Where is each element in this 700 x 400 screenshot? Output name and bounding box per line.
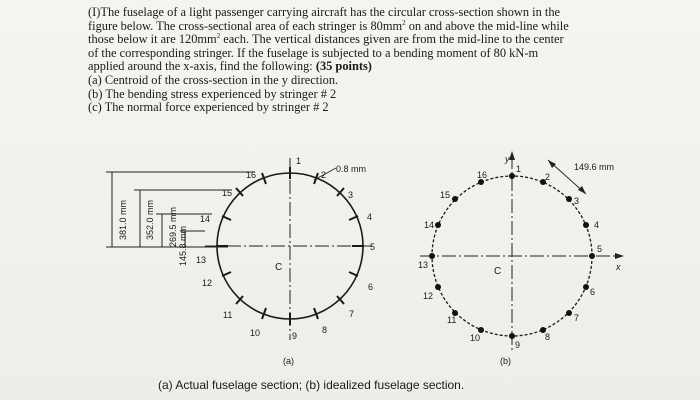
stringer-b-4: 4 [594,220,600,230]
problem-line-1: (I)The fuselage of a light passenger carrying aircraft has the circular cross-section shown in the [88,5,561,19]
problem-line-2: figure below. The cross-sectional area of each stringer is $80mm^2$ on and above the mid-line while [88,18,569,33]
dimension-269-label: 269.5 mm [168,206,178,247]
stringer-a-10: 10 [250,328,261,338]
question-a: (a) Centroid of the cross-section in the y direction. [88,72,339,87]
y-axis-label: y [505,154,510,164]
stringer-a-6: 6 [368,282,374,292]
stringer-b-15: 15 [440,190,451,200]
stringer-a-2: 2 [321,170,327,180]
stringer-a-11: 11 [223,310,233,320]
figure-b [418,151,624,350]
stringer-a-3: 3 [348,190,354,200]
stringer-a-7: 7 [349,309,355,319]
stringer-b-8: 8 [545,332,551,342]
stringer-a-4: 4 [367,212,373,222]
problem-line-5: applied around the x-axis, find the following: (35 points) [88,59,372,74]
stringer-b-3: 3 [574,196,580,206]
stringer-a-12: 12 [202,278,213,288]
stringer-a-1: 1 [296,156,302,166]
stringer-b-13: 13 [418,260,429,270]
question-b: (b) The bending stress experienced by stringer # 2 [88,86,337,101]
stringer-b-1: 1 [516,164,522,174]
stringer-b-12: 12 [423,291,434,301]
stringer-b-5: 5 [597,244,603,254]
figure-a-sublabel: (a) [283,356,294,366]
stringer-a-14: 14 [200,214,211,224]
stringer-b-16: 16 [477,170,488,180]
stringer-a-9: 9 [292,331,298,341]
stringer-b-9: 9 [515,340,521,350]
thickness-label: 0.8 mm [336,164,367,174]
stringer-a-15: 15 [222,188,233,198]
centroid-label-a: C [275,262,283,273]
stringer-a-13: 13 [196,255,207,265]
stringer-b-11: 11 [447,315,457,325]
figure-b-sublabel: (b) [500,356,511,366]
dimension-381-label: 381.0 mm [118,199,128,240]
problem-line-3: those below it are $120mm^2$ each. The vertical distances given are from the mid-line to the center [88,32,564,47]
problem-line-4: of the corresponding stringer. If the fuselage is subjected to a bending moment of 80 kN-m [88,45,539,60]
stringer-b-10: 10 [470,333,481,343]
dimension-145-label: 145.8 mm [178,225,188,266]
question-c: (c) The normal force experienced by stringer # 2 [88,100,329,115]
stringer-b-2: 2 [545,172,551,182]
stringer-b-6: 6 [590,287,596,297]
radius-label: 149.6 mm [574,162,615,172]
figure-caption: (a) Actual fuselage section; (b) idealized fuselage section. [158,378,465,392]
x-axis-label: x [616,262,621,272]
centroid-label-b: C [494,266,502,277]
stringer-b-14: 14 [424,220,435,230]
stringer-b-7: 7 [574,313,580,323]
figure-a [106,156,375,341]
stringer-a-5: 5 [370,242,376,252]
dimension-352-label: 352.0 mm [145,199,155,240]
stringer-a-8: 8 [322,325,328,335]
stringer-a-16: 16 [246,170,257,180]
